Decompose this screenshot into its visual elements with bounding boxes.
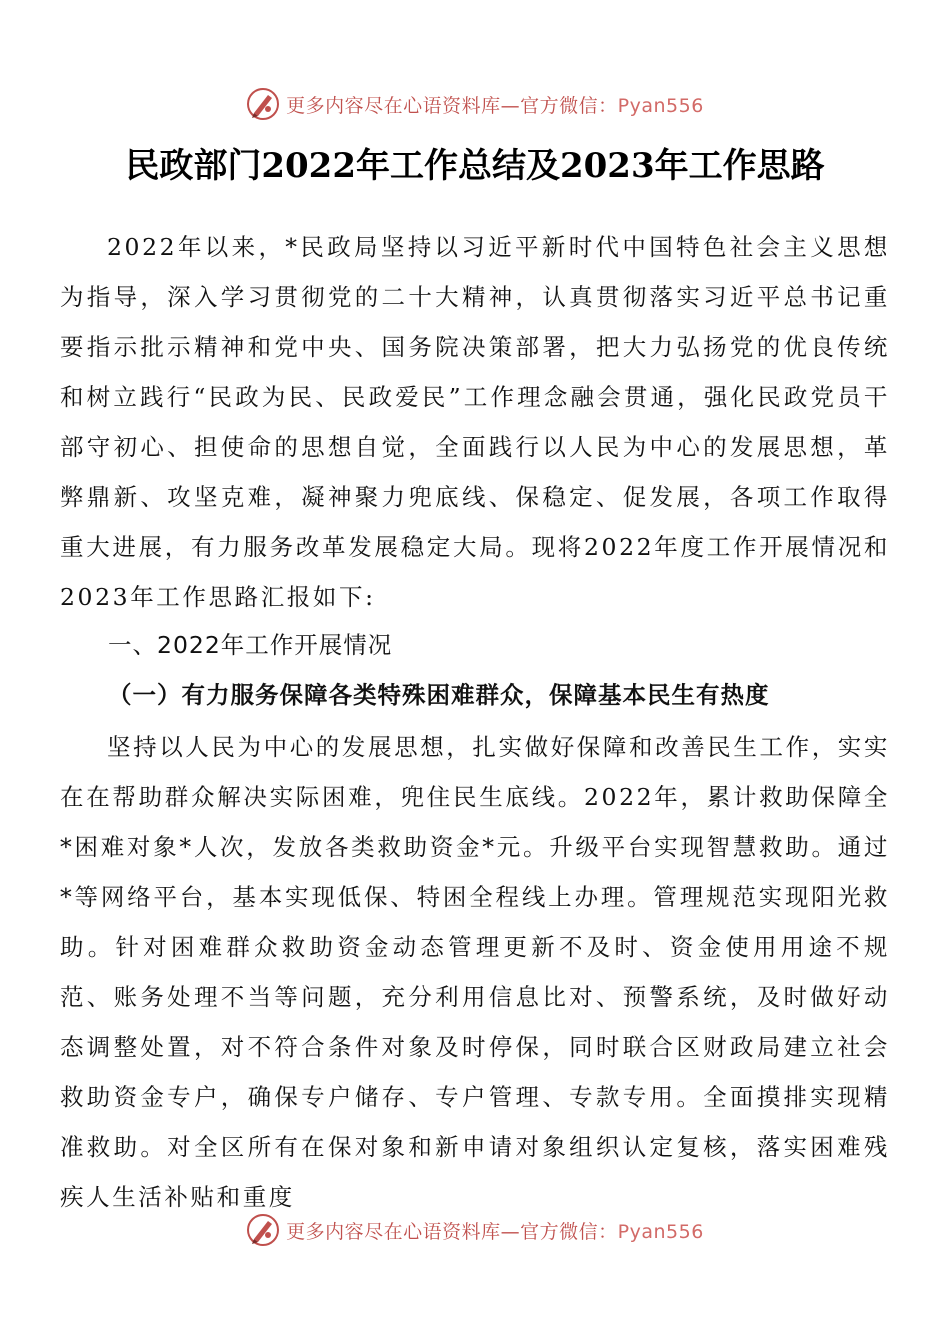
watermark-text: 更多内容尽在心语资料库—官方微信：Pyan556 bbox=[286, 1220, 704, 1243]
watermark-header bbox=[0, 86, 950, 122]
pen-logo-icon bbox=[246, 1213, 280, 1247]
watermark-footer bbox=[0, 1212, 950, 1248]
section-heading: 一、2022年工作开展情况 bbox=[108, 631, 393, 659]
watermark-text: 更多内容尽在心语资料库—官方微信：Pyan556 bbox=[286, 94, 704, 117]
body-paragraph: 坚持以人民为中心的发展思想，扎实做好保障和改善民生工作，实实在在帮助群众解决实际困难，兜住民生底线。2022年，累计救助保障全*困难对象*人次，发放各类救助资金*元。升级平台实现智慧救助。通过*等网络平台，基本实现低保、特困全程线上办理。管理规范实现阳光救助。针对困难群众救助资金动态管理更新不及时、资金使用用途不规范、账务处理不当等问题，充分利用信息比对、预警系统，及时做好动态调整处置，对不符合条件对象及时停保，同时联合区财政局建立社会救助资金专户，确保专户储存、专户管理、专款专用。全面摸排实现精准救助。对全区所有在保对象和新申请对象组织认定复核，落实困难残疾人生活补贴和重度 bbox=[60, 733, 890, 1211]
pen-logo-icon bbox=[246, 87, 280, 121]
watermark-wechat-id: Pyan556 bbox=[617, 1220, 704, 1243]
watermark-wechat-id: Pyan556 bbox=[617, 94, 704, 117]
document-title: 民政部门2022年工作总结及2023年工作思路 bbox=[125, 146, 825, 186]
subsection-heading: （一）有力服务保障各类特殊困难群众，保障基本民生有热度 bbox=[108, 681, 770, 709]
intro-paragraph: 2022年以来，*民政局坚持以习近平新时代中国特色社会主义思想为指导，深入学习贯彻党的二十大精神，认真贯彻落实习近平总书记重要指示批示精神和党中央、国务院决策部署，把大力弘扬党的优良传统和树立践行“民政为民、民政爱民”工作理念融会贯通，强化民政党员干部守初心、担使命的思想自觉，全面践行以人民为中心的发展思想，革弊鼎新、攻坚克难，凝神聚力兜底线、保稳定、促发展，各项工作取得重大进展，有力服务改革发展稳定大局。现将2022年度工作开展情况和2023年工作思路汇报如下: bbox=[60, 233, 890, 611]
